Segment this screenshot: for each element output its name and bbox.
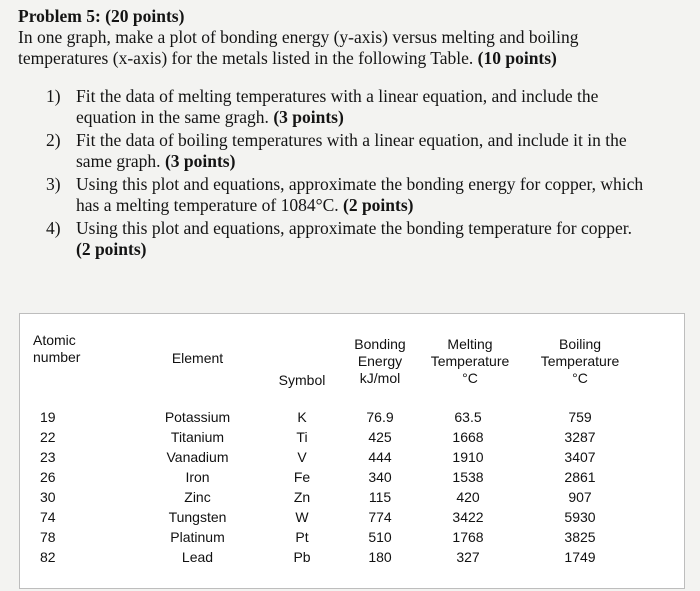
cell-bonding-energy: 510 — [368, 529, 392, 545]
cell-melting-temperature: 1910 — [452, 449, 484, 465]
cell-symbol: Pt — [295, 529, 309, 545]
task-line-2-text: has a melting temperature of 1084°C. — [76, 195, 339, 215]
cell-bonding-energy: 76.9 — [366, 409, 394, 425]
task-item — [18, 174, 698, 216]
intro-line-2 — [18, 48, 698, 69]
cell-element: Iron — [185, 469, 210, 485]
cell-melting-temperature: 63.5 — [454, 409, 482, 425]
table-row — [20, 447, 684, 467]
task-line-2-text: equation in the same gragh. — [76, 107, 269, 127]
cell-boiling-temperature: 759 — [568, 409, 592, 425]
cell-symbol: Zn — [293, 489, 311, 505]
metals-table — [19, 313, 685, 589]
table-row — [20, 507, 684, 527]
header-element: Element — [171, 350, 224, 366]
header-bonding-line-2: Energy — [357, 353, 403, 369]
task-number: 2) — [46, 130, 61, 150]
table-row — [20, 467, 684, 487]
header-boiling-temperature — [530, 336, 630, 387]
cell-melting-temperature: 1668 — [452, 429, 484, 445]
problem-intro — [18, 27, 698, 69]
cell-melting-temperature: 1768 — [452, 529, 484, 545]
cell-element: Vanadium — [166, 449, 229, 465]
header-boiling-line-1: Boiling — [558, 336, 602, 352]
cell-symbol: Fe — [293, 469, 311, 485]
cell-boiling-temperature: 1749 — [564, 549, 596, 565]
task-points: (3 points) — [273, 107, 344, 127]
cell-atomic-number: 19 — [40, 409, 56, 425]
cell-bonding-energy: 340 — [368, 469, 392, 485]
cell-symbol: K — [297, 409, 307, 425]
cell-bonding-energy: 444 — [368, 449, 392, 465]
task-line-2 — [76, 195, 698, 216]
cell-boiling-temperature: 2861 — [564, 469, 596, 485]
header-melting-line-1: Melting — [447, 336, 493, 352]
table-row — [20, 547, 684, 567]
header-boiling-line-2: Temperature — [540, 353, 620, 369]
cell-element: Zinc — [184, 489, 211, 505]
task-item — [18, 130, 698, 172]
header-boiling-unit: °C — [572, 370, 588, 386]
cell-bonding-energy: 425 — [368, 429, 392, 445]
cell-symbol: Ti — [296, 429, 308, 445]
cell-bonding-energy: 115 — [368, 489, 392, 505]
intro-line-1: In one graph, make a plot of bonding energy (y-axis) versus melting and boiling — [18, 27, 579, 47]
task-points: (2 points) — [343, 195, 414, 215]
table-row — [20, 427, 684, 447]
cell-boiling-temperature: 907 — [568, 489, 592, 505]
cell-melting-temperature: 327 — [456, 549, 480, 565]
task-line-2 — [76, 151, 698, 172]
cell-bonding-energy: 180 — [368, 549, 392, 565]
table-row — [20, 527, 684, 547]
cell-element: Platinum — [170, 529, 225, 545]
cell-bonding-energy: 774 — [368, 509, 392, 525]
task-item — [18, 86, 698, 128]
header-bonding-line-1: Bonding — [354, 336, 406, 352]
header-bonding-energy — [340, 336, 420, 387]
task-number: 4) — [46, 218, 61, 238]
problem-text — [18, 6, 698, 262]
header-atomic-line-2: number — [33, 349, 81, 365]
intro-points: (10 points) — [477, 48, 557, 68]
header-melting-unit: °C — [462, 370, 478, 386]
task-list — [18, 86, 698, 260]
task-line-1: Fit the data of boiling temperatures with a linear equation, and include it in the — [76, 130, 627, 150]
cell-boiling-temperature: 3407 — [564, 449, 596, 465]
cell-symbol: W — [295, 509, 309, 525]
problem-title: Problem 5: (20 points) — [18, 6, 185, 26]
cell-atomic-number: 23 — [40, 449, 56, 465]
task-line-2-text: same graph. — [76, 151, 161, 171]
task-line-1: Using this plot and equations, approximate the bonding energy for copper, which — [76, 174, 644, 194]
task-item — [18, 218, 698, 260]
task-line-1: Fit the data of melting temperatures with a linear equation, and include the — [76, 86, 599, 106]
header-atomic-number — [33, 332, 80, 366]
cell-melting-temperature: 3422 — [452, 509, 484, 525]
cell-element: Titanium — [170, 429, 225, 445]
table-row — [20, 487, 684, 507]
cell-atomic-number: 22 — [40, 429, 56, 445]
header-bonding-unit: kJ/mol — [359, 370, 401, 386]
task-points: (2 points) — [76, 239, 147, 259]
cell-boiling-temperature: 3825 — [564, 529, 596, 545]
cell-melting-temperature: 1538 — [452, 469, 484, 485]
task-number: 1) — [46, 86, 61, 106]
cell-element: Lead — [181, 549, 214, 565]
cell-atomic-number: 26 — [40, 469, 56, 485]
task-line-1: Using this plot and equations, approximate the bonding temperature for copper. — [76, 218, 632, 238]
cell-element: Tungsten — [168, 509, 227, 525]
cell-boiling-temperature: 5930 — [564, 509, 596, 525]
cell-atomic-number: 82 — [40, 549, 56, 565]
intro-line-2-text: temperatures (x-axis) for the metals listed in the following Table. — [18, 48, 474, 68]
cell-boiling-temperature: 3287 — [564, 429, 596, 445]
header-melting-line-2: Temperature — [430, 353, 510, 369]
cell-symbol: V — [297, 449, 307, 465]
header-symbol: Symbol — [278, 372, 326, 388]
cell-atomic-number: 74 — [40, 509, 56, 525]
task-line-2 — [76, 239, 698, 260]
cell-atomic-number: 78 — [40, 529, 56, 545]
cell-melting-temperature: 420 — [456, 489, 480, 505]
cell-atomic-number: 30 — [40, 489, 56, 505]
header-atomic-line-1: Atomic — [33, 332, 76, 348]
task-number: 3) — [46, 174, 61, 194]
task-points: (3 points) — [164, 151, 236, 171]
table-row — [20, 407, 684, 427]
cell-symbol: Pb — [293, 549, 311, 565]
cell-element: Potassium — [164, 409, 231, 425]
task-line-2 — [76, 107, 698, 128]
header-melting-temperature — [420, 336, 520, 387]
